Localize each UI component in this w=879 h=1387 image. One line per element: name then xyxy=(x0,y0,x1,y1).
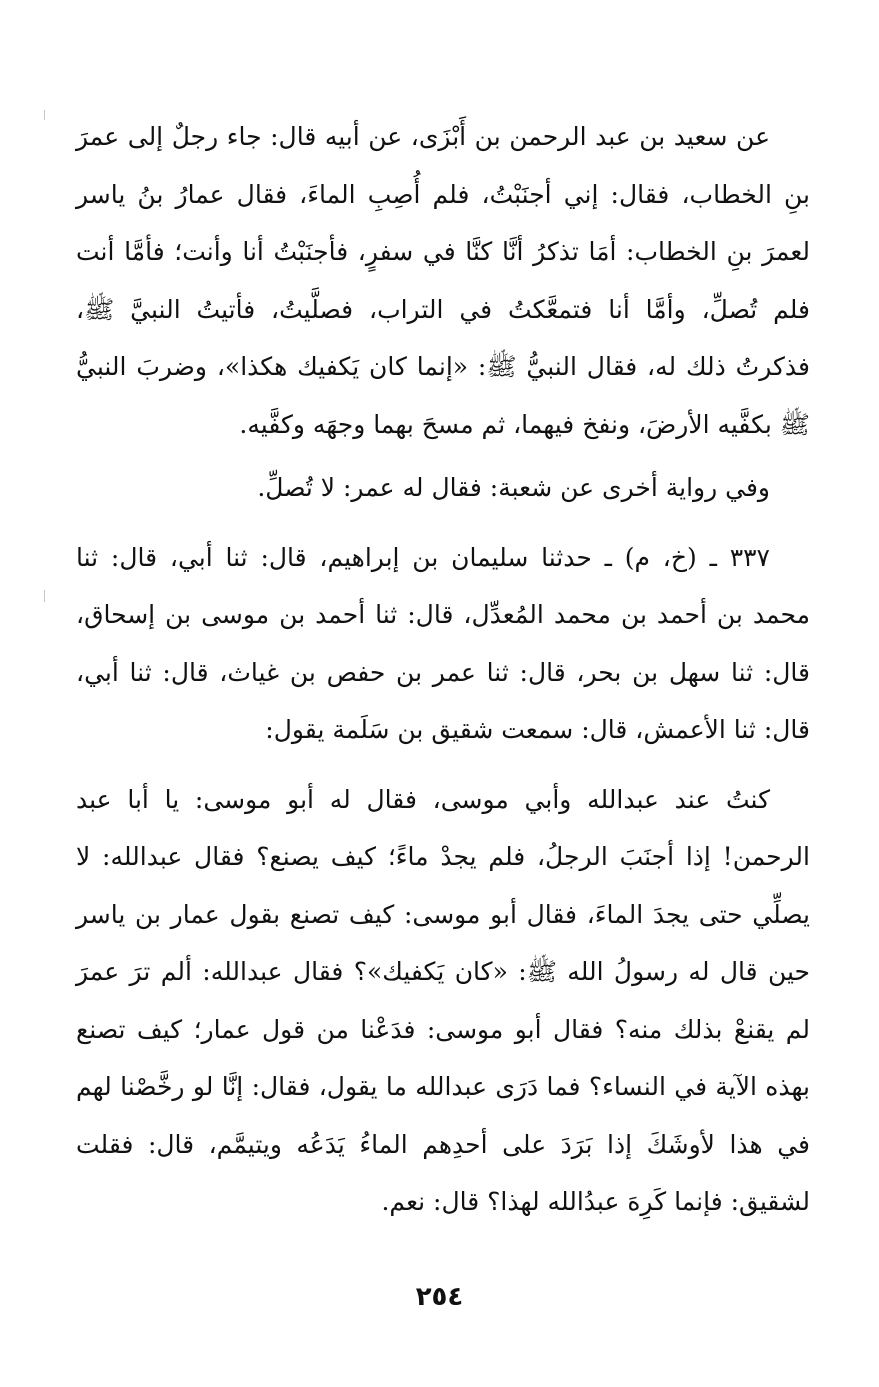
hadith-text-paragraph: عن سعيد بن عبد الرحمن بن أَبْزَى، عن أبيه قال: جاء رجلٌ إلى عمرَ بنِ الخطاب، فقال: إني أجنَبْتُ، فلم أُصِبِ الماءَ، فقال عمارُ بنُ ياسر لعمرَ بنِ الخطاب: أمَا تذكرُ أنَّا كنَّا في سفرٍ، فأجنَبْتُ أنا وأنت؛ فأمَّا أنت فلم تُصلِّ، وأمَّا أنا فتمعَّكتُ في التراب، فصلَّيتُ، فأتيتُ النبيَّ ﷺ، فذكرتُ ذلك له، فقال النبيُّ ﷺ: «إنما كان يَكفيك هكذا»، وضربَ النبيُّ ﷺ بكفَّيه الأرضَ، ونفخ فيهما، ثم مسحَ بهما وجهَه وكفَّيه. xyxy=(76,122,810,439)
margin-mark xyxy=(44,590,45,602)
margin-mark xyxy=(44,110,45,120)
body-text xyxy=(76,108,810,1231)
isnad-paragraph: ٣٣٧ ـ (خ، م) ـ حدثنا سليمان بن إبراهيم، قال: ثنا أبي، قال: ثنا محمد بن أحمد بن محمد المُعدِّل، قال: ثنا أحمد بن موسى بن إسحاق، قال: ثنا سهل بن بحر، قال: ثنا عمر بن حفص بن غياث، قال: ثنا أبي، قال: ثنا الأعمش، قال: سمعت شقيق بن سَلَمة يقول: xyxy=(76,542,810,744)
page-number: ٢٥٤ xyxy=(415,1282,464,1312)
variant-narration-paragraph: وفي رواية أخرى عن شعبة: فقال له عمر: لا تُصلِّ. xyxy=(257,473,770,502)
hadith-text-paragraph: كنتُ عند عبدالله وأبي موسى، فقال له أبو موسى: يا أبا عبد الرحمن! إذا أجنَبَ الرجلُ، فلم يجدْ ماءً؛ كيف يصنع؟ فقال عبدالله: لا يصلِّي حتى يجدَ الماءَ، فقال أبو موسى: كيف تصنع بقول عمار بن ياسر حين قال له رسولُ الله ﷺ: «كان يَكفيك»؟ فقال عبدالله: ألم ترَ عمرَ لم يقنعْ بذلك منه؟ فقال أبو موسى: فدَعْنا من قول عمار؛ كيف تصنع بهذه الآية في النساء؟ فما دَرَى عبدالله ما يقول، فقال: إنَّا لو رخَّصْنا لهم في هذا لأوشَكَ إذا بَرَدَ على أحدِهم الماءُ يَدَعُه ويتيمَّم، قال: فقلت لشقيق: فإنما كَرِهَ عبدُالله لهذا؟ قال: نعم. xyxy=(76,784,810,1216)
